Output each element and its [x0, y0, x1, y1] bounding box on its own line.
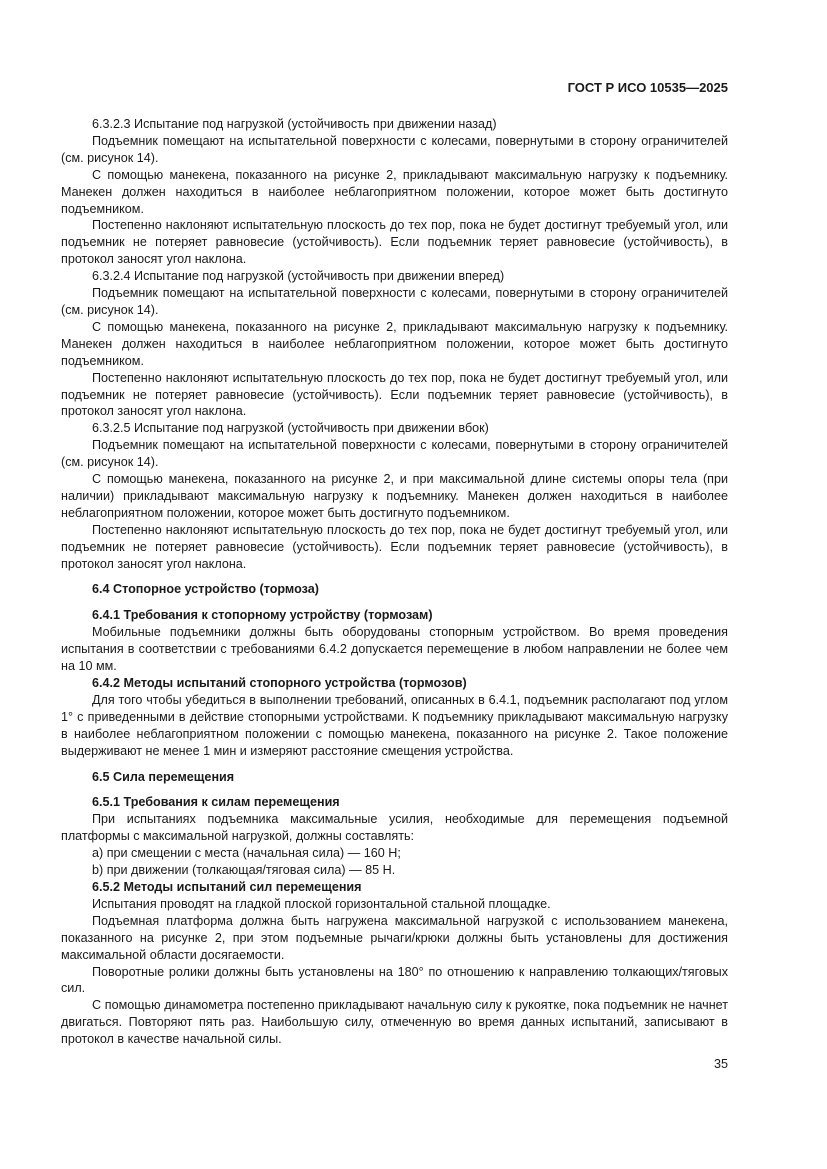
list-item-b: b) при движении (толкающая/тяговая сила) — 85 Н.: [92, 863, 396, 878]
paragraph: При испытаниях подъемника максимальные усилия, необходимые для перемещения подъемной платформы с максимальной нагрузкой, должны составлять:: [61, 812, 728, 844]
paragraph: Подъемная платформа должна быть нагружена максимальной нагрузкой с использованием манекена, показанного на рисунке 2, при этом подъемные рычаги/крюки должны быть установлены для достижения максимальной области досягаемости.: [61, 913, 728, 962]
paragraph: С помощью динамометра постепенно прикладывают начальную силу к рукоятке, пока подъемник не начнет двигаться. Повторяют пять раз. Наибольшую силу, отмеченную во время данных испытаний, записывают в протокол в качестве начальной силы.: [61, 998, 728, 1047]
paragraph: Подъемник помещают на испытательной поверхности с колесами, повернутыми в сторону ограничителей (см. рисунок 14).: [61, 286, 728, 317]
subsection-6-4-1-heading: 6.4.1 Требования к стопорному устройству (тормозам): [92, 608, 433, 623]
section-6-4-heading: 6.4 Стопорное устройство (тормоза): [92, 582, 319, 597]
paragraph: Постепенно наклоняют испытательную плоскость до тех пор, пока не будет достигнут требуемый угол, или подъемник не потеряет равновесие (устойчивость). Если подъемник теряет равновесие (устойчивость), в протокол заносят угол наклона.: [61, 370, 728, 419]
paragraph: Для того чтобы убедиться в выполнении требований, описанных в 6.4.1, подъемник располагают под углом 1° с приведенными в действие стопорными устройствами. К подъемнику прикладывают максимальную нагрузку в наиболее неблагоприятном положении с помощью манекена, показанного на рисунке 2. Такое положение выдерживают не менее 1 мин и измеряют расстояние смещения устройства.: [61, 692, 728, 758]
clause-6-3-2-3-title: 6.3.2.3 Испытание под нагрузкой (устойчивость при движении назад): [92, 117, 497, 131]
clause-6-3-2-5-title: 6.3.2.5 Испытание под нагрузкой (устойчивость при движении вбок): [92, 421, 489, 436]
section-6-5-heading: 6.5 Сила перемещения: [92, 769, 235, 784]
document-header: ГОСТ Р ИСО 10535—2025: [567, 80, 728, 95]
subsection-6-5-2-heading: 6.5.2 Методы испытаний сил перемещения: [92, 879, 362, 894]
paragraph: Постепенно наклоняют испытательную плоскость до тех пор, пока не будет достигнут требуемый угол, или подъемник не потеряет равновесие (устойчивость). Если подъемник теряет равновесие (устойчивость), в протокол заносят угол наклона.: [61, 522, 728, 571]
paragraph: Подъемник помещают на испытательной поверхности с колесами, повернутыми в сторону ограничителей (см. рисунок 14).: [61, 133, 728, 165]
list-item-a: a) при смещении с места (начальная сила) — 160 Н;: [92, 846, 401, 861]
paragraph: С помощью манекена, показанного на рисунке 2, и при максимальной длине системы опоры тела (при наличии) прикладывают максимальную нагрузку к подъемнику. Манекен должен находиться в наиболее неблагоприятном положении, которое может быть достигнуто подъемником.: [61, 472, 728, 520]
paragraph: Испытания проводят на гладкой плоской горизонтальной стальной площадке.: [92, 896, 551, 911]
paragraph: Мобильные подъемники должны быть оборудованы стопорным устройством. Во время проведения испытания в соответствии с требованиями 6.4.2 допускается перемещение в любом направлении не более чем на 10 мм.: [61, 625, 728, 674]
paragraph: Подъемник помещают на испытательной поверхности с колесами, повернутыми в сторону ограничителей (см. рисунок 14).: [61, 438, 728, 470]
subsection-6-4-2-heading: 6.4.2 Методы испытаний стопорного устройства (тормозов): [92, 676, 467, 690]
paragraph: Постепенно наклоняют испытательную плоскость до тех пор, пока не будет достигнут требуемый угол, или подъемник не потеряет равновесие (устойчивость). Если подъемник теряет равновесие (устойчивость), в протокол заносят угол наклона.: [61, 218, 728, 267]
subsection-6-5-1-heading: 6.5.1 Требования к силам перемещения: [92, 795, 340, 810]
clause-6-3-2-4-title: 6.3.2.4 Испытание под нагрузкой (устойчивость при движении вперед): [92, 269, 505, 284]
page-number: 35: [713, 1057, 728, 1071]
paragraph: С помощью манекена, показанного на рисунке 2, прикладывают максимальную нагрузку к подъемнику. Манекен должен находиться в наиболее неблагоприятном положении, которое может быть достигнуто подъемником.: [61, 167, 728, 216]
paragraph: С помощью манекена, показанного на рисунке 2, прикладывают максимальную нагрузку к подъемнику. Манекен должен находиться в наиболее неблагоприятном положении, которое может быть достигнуто подъемником.: [61, 319, 728, 368]
document-body: [61, 116, 728, 1048]
paragraph: Поворотные ролики должны быть установлены на 180° по отношению к направлению толкающих/тяговых сил.: [61, 964, 728, 996]
